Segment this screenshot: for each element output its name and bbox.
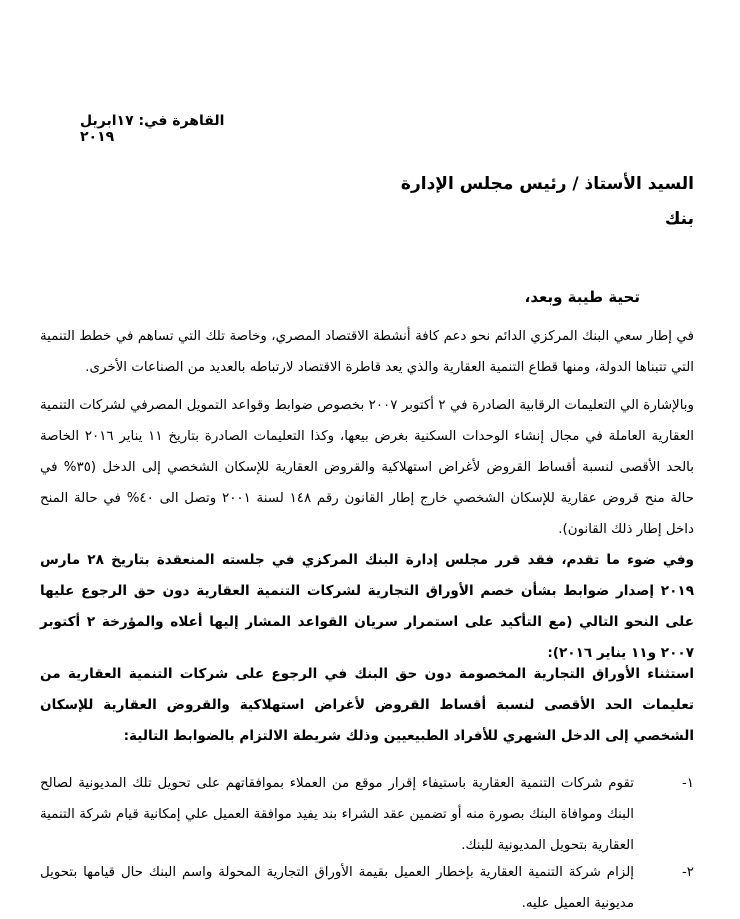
list-item-number: ٢-	[681, 865, 694, 880]
bank-line: بنك	[664, 209, 694, 229]
paragraph-reference: وبالإشارة الي التعليمات الرقابية الصادرة في ٢ أكتوبر ٢٠٠٧ بخصوص ضوابط وقواعد التمويل المصرفي لشركات التنمية العقارية العاملة في مجال إنشاء الوحدات السكنية بغرض بيعها، وكذا التعليمات الصادرة بتاريخ ١١ يناير ٢٠١٦ الخاصة بالحد الأقصى لنسبة أقساط القروض لأغراض استهلاكية والقروض العقارية للإسكان الشخصي إلى الدخل (٣٥% في حالة منح قروض عقارية للإسكان الشخصي خارج إطار القانون رقم ١٤٨ لسنة ٢٠٠١ وتصل الى ٤٠% في حالة المنح داخل إطار ذلك القانون).	[40, 398, 694, 537]
paragraph-intro: في إطار سعي البنك المركزي الدائم نحو دعم كافة أنشطة الاقتصاد المصري، وخاصة تلك التي تساهم في خطط التنمية التي تتبناها الدولة، ومنها قطاع التنمية العقارية والذي يعد قاطرة الاقتصاد لارتباطه بالعديد من الصناعات الأخرى.	[40, 329, 694, 375]
greeting: تحية طيبة وبعد،	[524, 288, 640, 306]
addressee-line: السيد الأستاذ / رئيس مجلس الإدارة	[400, 174, 694, 194]
paragraph-decision: وفي ضوء ما تقدم، فقد قرر مجلس إدارة البنك المركزي في جلسته المنعقدة بتاريخ ٢٨ مارس ٢٠١٩ إصدار ضوابط بشأن خصم الأوراق التجارية لشركات التنمية العقارية دون حق الرجوع عليها على النحو التالي (مع التأكيد على استمرار سريان القواعد المشار إليها أعلاه والمؤرخة ٢ أكتوبر ٢٠٠٧ و١١ يناير ٢٠١٦):	[40, 552, 694, 661]
list-item-text: تقوم شركات التنمية العقارية باستيفاء إقرار موقع من العملاء بموافقاتهم على تحويل تلك المديونية لصالح البنك وموافاة البنك بصورة منه أو تضمين عقد الشراء بند يفيد موافقة العميل علي إمكانية قيام شركة التنمية العقارية بتحويل المديونية للبنك.	[40, 776, 634, 853]
paragraph-exception: استثناء الأوراق التجارية المخصومة دون حق البنك في الرجوع على شركات التنمية العقارية من تعليمات الحد الأقصى لنسبة أقساط القروض لأغراض استهلاكية والقروض العقارية للإسكان الشخصي إلى الدخل الشهري للأفراد الطبيعيين وذلك شريطة الالتزام بالضوابط التالية:	[40, 666, 694, 744]
list-item	[40, 768, 694, 861]
list-item-text: إلزام شركة التنمية العقارية بإخطار العميل بقيمة الأوراق التجارية المحولة واسم البنك حال قيامها بتحويل مديونية العميل عليه.	[40, 865, 634, 911]
list-item-number: ١-	[681, 776, 694, 791]
list-item	[40, 857, 694, 919]
letter-date: القاهرة في: ١٧ابريل ٢٠١٩	[80, 113, 225, 145]
